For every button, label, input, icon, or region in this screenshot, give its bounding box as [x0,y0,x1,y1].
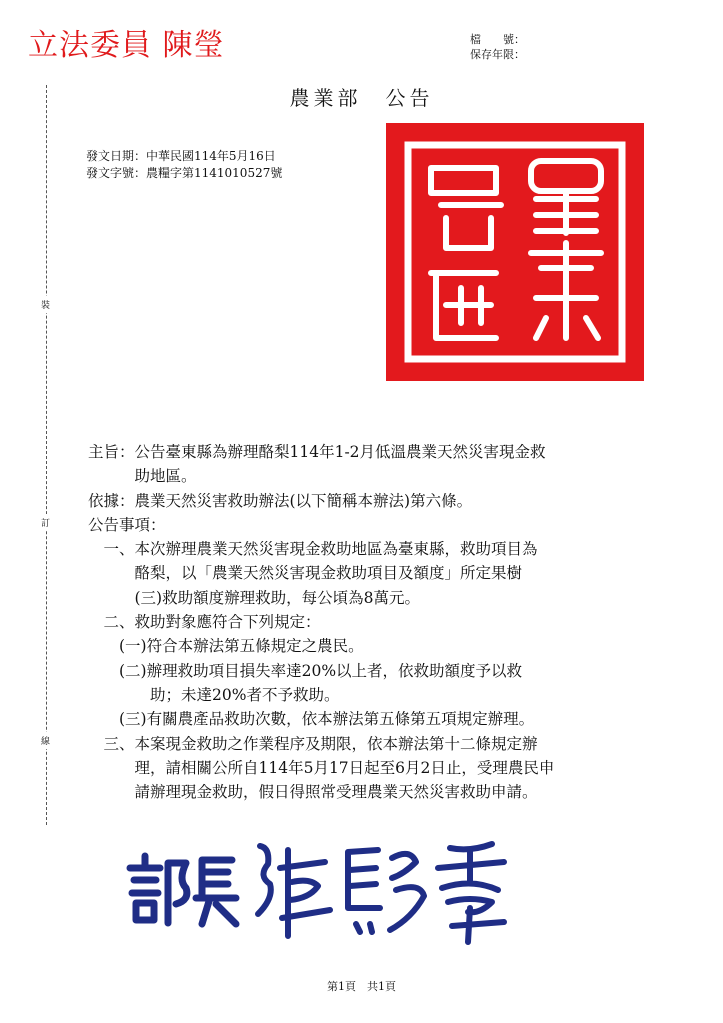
body-line: 依據：農業天然災害救助辦法(以下簡稱本辦法)第六條。 [88,491,473,510]
issue-number: 發文字號：農糧字第1141010527號 [86,166,283,180]
body-line: (三)有關農產品救助次數，依本辦法第五條第五項規定辦理。 [88,710,535,729]
legislator-stamp: 立法委員 陳瑩 [28,28,225,63]
minister-signature [120,838,540,948]
body-line: 理，請相關公所自114年5月17日起至6月2日止，受理農民申 [88,758,555,777]
document-meta [470,32,525,62]
body-line: 主旨：公告臺東縣為辦理酪梨114年1-2月低溫農業天然災害現金救 [88,443,546,461]
issue-date: 發文日期：中華民國114年5月16日 [86,149,276,163]
issue-info [86,148,282,182]
body-line: 二、救助對象應符合下列規定： [88,613,321,632]
signature-graphic [120,838,540,948]
body-line: 一、本次辦理農業天然災害現金救助地區為臺東縣，救助項目為 [88,540,538,559]
body-line: (一)符合本辦法第五條規定之農民。 [88,637,364,656]
page-footer: 第1頁 共1頁 [327,980,396,993]
binding-mark-zhuang: 裝 [41,296,50,313]
body-line: 酪梨，以「農業天然災害現金救助項目及額度」所定果樹 [88,564,523,583]
file-number-label: 檔 號： [470,33,525,46]
body-line: (三)救助額度辦理救助，每公頃為8萬元。 [88,588,420,607]
body-line: 三、本案現金救助之作業程序及期限，依本辦法第十二條規定辦 [88,734,538,753]
body-line: 助；未達20%者不予救助。 [88,685,340,704]
retention-period-label: 保存年限： [470,48,525,61]
binding-mark-xian: 線 [41,732,50,749]
body-line: 助地區。 [88,467,197,486]
body-line: 請辦理現金救助，假日得照常受理農業天然災害救助申請。 [88,783,538,802]
body-line: 公告事項： [88,515,166,534]
binding-mark-ding: 訂 [41,514,50,531]
body-line: (二)辦理救助項目損失率達20%以上者，依救助額度予以救 [88,661,523,680]
official-seal [386,123,644,381]
seal-graphic [386,123,644,381]
announcement-body [88,440,688,804]
binding-line [46,85,47,825]
document-title: 農業部 公告 [289,86,434,110]
